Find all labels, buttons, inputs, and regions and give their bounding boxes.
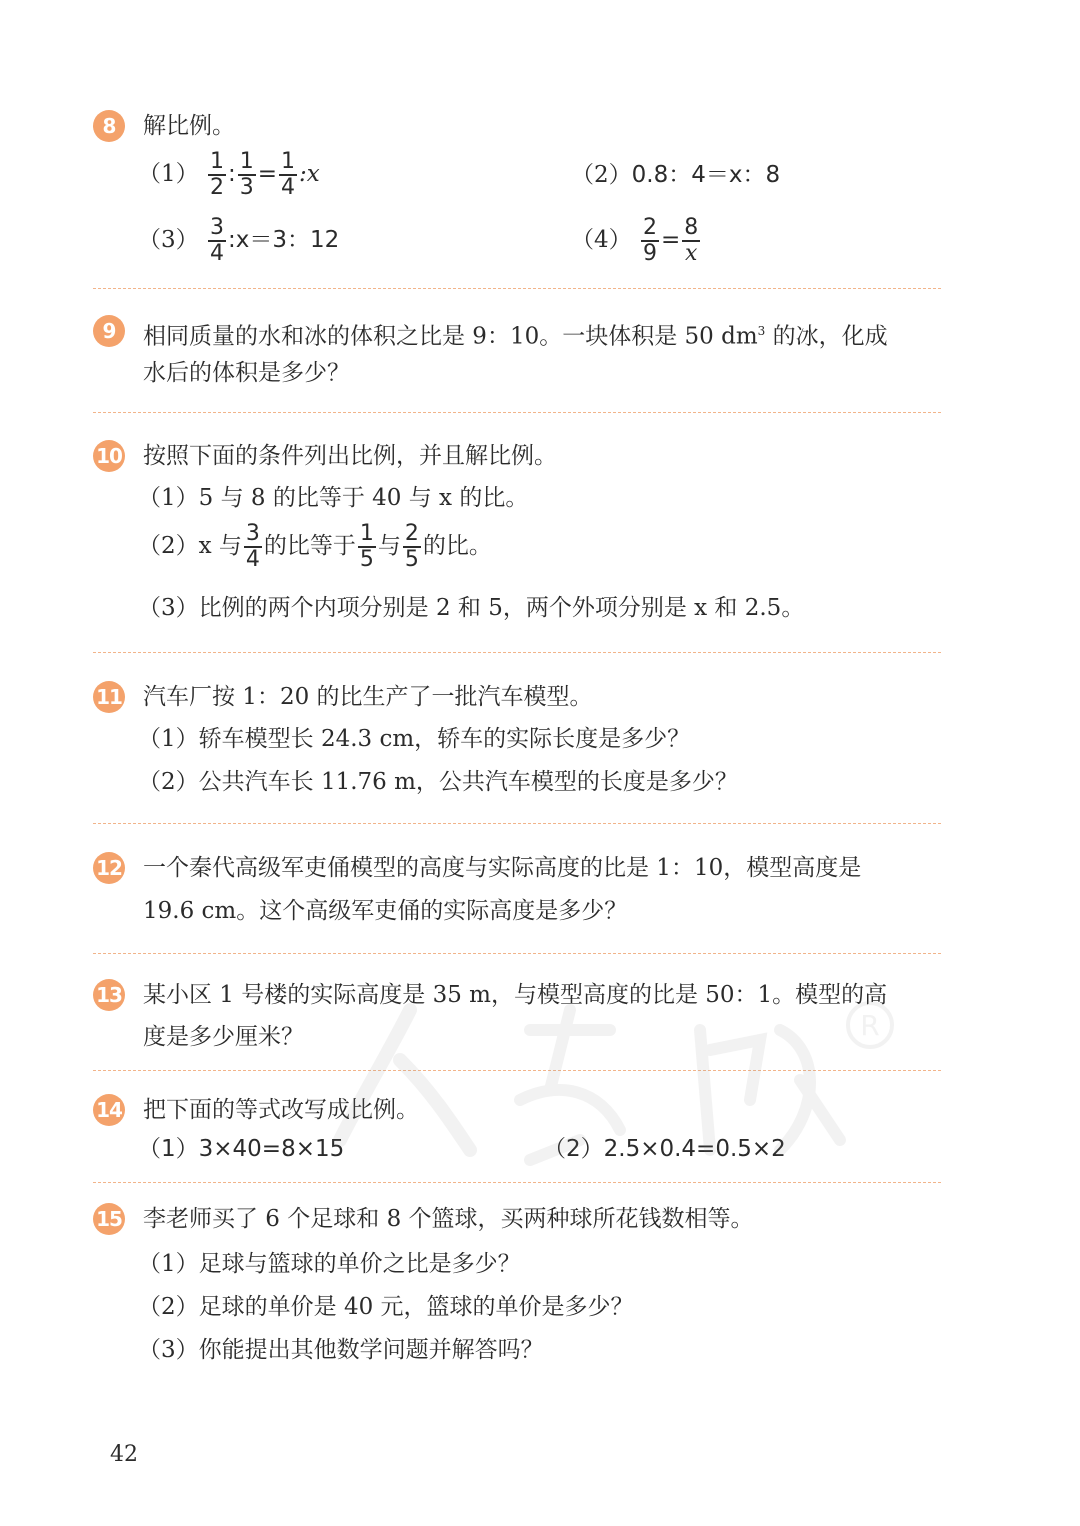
problem-15-2: （2）足球的单价是 40 元，篮球的单价是多少？ bbox=[138, 1294, 634, 1320]
dashed-divider bbox=[93, 1070, 941, 1071]
question-title: 汽车厂按 1：20 的比生产了一批汽车模型。 bbox=[143, 684, 593, 710]
problem-10-1: （1）5 与 8 的比等于 40 与 x 的比。 bbox=[138, 485, 529, 511]
problem-14-1: （1）3×40=8×15 bbox=[138, 1136, 345, 1162]
question-title: 把下面的等式改写成比例。 bbox=[143, 1097, 419, 1123]
dashed-divider bbox=[93, 412, 941, 413]
question-text-line: 19.6 cm。这个高级军吏俑的实际高度是多少？ bbox=[143, 898, 628, 924]
question-title: 李老师买了 6 个足球和 8 个篮球，买两种球所花钱数相等。 bbox=[143, 1206, 754, 1232]
problem-10-3: （3）比例的两个内项分别是 2 和 5，两个外项分别是 x 和 2.5。 bbox=[138, 595, 805, 621]
question-title: 解比例。 bbox=[143, 113, 235, 139]
dashed-divider bbox=[93, 652, 941, 653]
fraction: $\frac{1}{5}$ bbox=[359, 521, 374, 572]
question-text-line: 相同质量的水和冰的体积之比是 9：10。一块体积是 50 $dm^3$ 的冰，化成 bbox=[143, 323, 888, 350]
question-title: 按照下面的条件列出比例，并且解比例。 bbox=[143, 443, 557, 469]
question-text-line: 某小区 1 号楼的实际高度是 35 m，与模型高度的比是 50：1。模型的高 bbox=[143, 982, 888, 1008]
fraction: $\frac{2}{9}$ bbox=[642, 215, 657, 266]
fraction: $\frac{1}{4}$ bbox=[280, 149, 295, 200]
dashed-divider bbox=[93, 823, 941, 824]
fraction: $\frac{1}{3}$ bbox=[239, 149, 254, 200]
fraction: $\frac{1}{2}$ bbox=[209, 149, 224, 200]
problem-8-3: （3） $\frac{3}{4}$ :x＝3：12 bbox=[138, 215, 340, 266]
question-number-badge: 15 bbox=[93, 1203, 125, 1235]
problem-15-3: （3）你能提出其他数学问题并解答吗？ bbox=[138, 1337, 544, 1363]
question-text-line: 一个秦代高级军吏俑模型的高度与实际高度的比是 1：10，模型高度是 bbox=[143, 855, 862, 881]
question-text-line: 水后的体积是多少？ bbox=[143, 360, 350, 386]
problem-14-2: （2）2.5×0.4=0.5×2 bbox=[543, 1136, 786, 1162]
page-number: 42 bbox=[110, 1442, 138, 1467]
problem-10-2: （2）x 与 $\frac{3}{4}$ 的比等于 $\frac{1}{5}$ 与 $\frac{2}{5}$ 的比。 bbox=[138, 521, 492, 572]
problem-8-1: （1） $\frac{1}{2}$ : $\frac{1}{3}$ = $\frac{1}{4}$ :x bbox=[138, 149, 320, 200]
problem-15-1: （1）足球与篮球的单价之比是多少？ bbox=[138, 1251, 521, 1277]
question-text-line: 度是多少厘米？ bbox=[143, 1024, 304, 1050]
question-number-badge: 8 bbox=[93, 110, 125, 142]
dashed-divider bbox=[93, 953, 941, 954]
problem-8-4: （4） $\frac{2}{9}$ = $\frac{8}{x}$ bbox=[571, 215, 699, 266]
question-number-badge: 10 bbox=[93, 440, 125, 472]
dashed-divider bbox=[93, 288, 941, 289]
fraction: $\frac{3}{4}$ bbox=[245, 521, 260, 572]
problem-11-1: （1）轿车模型长 24.3 cm，轿车的实际长度是多少？ bbox=[138, 726, 691, 752]
question-number-badge: 13 bbox=[93, 979, 125, 1011]
fraction: $\frac{2}{5}$ bbox=[404, 521, 419, 572]
dashed-divider bbox=[93, 1182, 941, 1183]
question-number-badge: 12 bbox=[93, 852, 125, 884]
question-number-badge: 14 bbox=[93, 1094, 125, 1126]
problem-label: （1） bbox=[138, 161, 199, 187]
question-number-badge: 11 bbox=[93, 681, 125, 713]
problem-11-2: （2）公共汽车长 11.76 m，公共汽车模型的长度是多少？ bbox=[138, 769, 738, 795]
question-number-badge: 9 bbox=[93, 315, 125, 347]
fraction: $\frac{8}{x}$ bbox=[684, 215, 699, 266]
svg-text:R: R bbox=[860, 1009, 880, 1042]
problem-8-2: （2）0.8：4＝x：8 bbox=[571, 162, 781, 188]
fraction: $\frac{3}{4}$ bbox=[209, 215, 224, 266]
